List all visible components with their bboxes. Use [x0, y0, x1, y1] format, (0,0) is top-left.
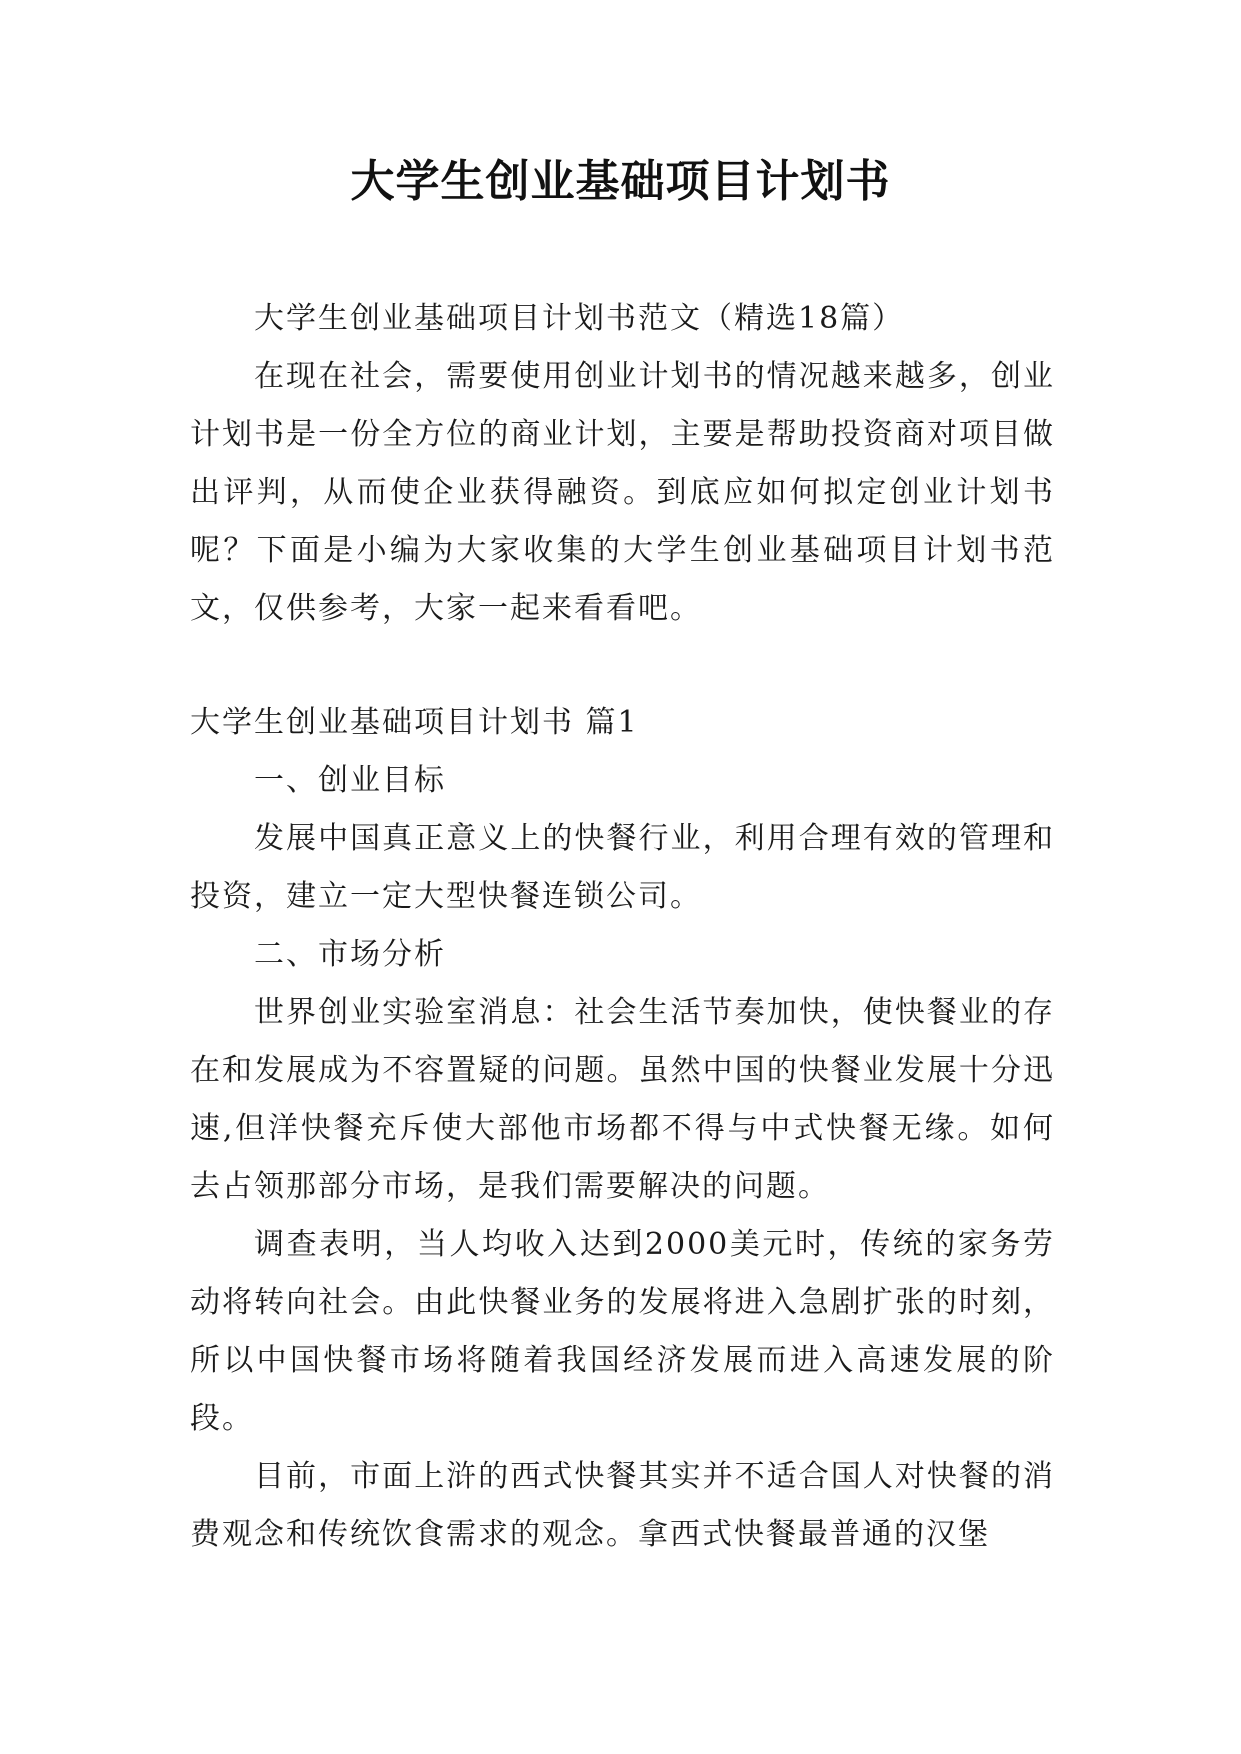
intro-paragraph: 在现在社会，需要使用创业计划书的情况越来越多，创业计划书是一份全方位的商业计划，主要是帮助投资商对项目做出评判，从而使企业获得融资。到底应如何拟定创业计划书呢？下面是小编为大家收集的大学生创业基础项目计划书范文，仅供参考，大家一起来看看吧。: [190, 359, 1055, 626]
document-title: 大学生创业基础项目计划书: [350, 156, 891, 207]
section-heading: 大学生创业基础项目计划书 篇1: [190, 705, 639, 740]
paragraph-goal: 发展中国真正意义上的快餐行业，利用合理有效的管理和投资，建立一定大型快餐连锁公司。: [190, 821, 1055, 914]
paragraph-market-3: 目前，市面上浒的西式快餐其实并不适合国人对快餐的消费观念和传统饮食需求的观念。拿西式快餐最普通的汉堡: [190, 1459, 1055, 1552]
heading-market-analysis: 二、市场分析: [254, 937, 446, 972]
heading-goal: 一、创业目标: [254, 763, 446, 798]
intro-subtitle: 大学生创业基础项目计划书范文（精选18篇）: [254, 301, 905, 336]
paragraph-market-1: 世界创业实验室消息：社会生活节奏加快，使快餐业的存在和发展成为不容置疑的问题。虽然中国的快餐业发展十分迅速,但洋快餐充斥使大部他市场都不得与中式快餐无缘。如何去占领那部分市场，是我们需要解决的问题。: [190, 995, 1055, 1204]
paragraph-market-2: 调查表明，当人均收入达到2000美元时，传统的家务劳动将转向社会。由此快餐业务的发展将进入急剧扩张的时刻，所以中国快餐市场将随着我国经济发展而进入高速发展的阶段。: [190, 1227, 1055, 1436]
document-body: [190, 290, 1055, 1564]
